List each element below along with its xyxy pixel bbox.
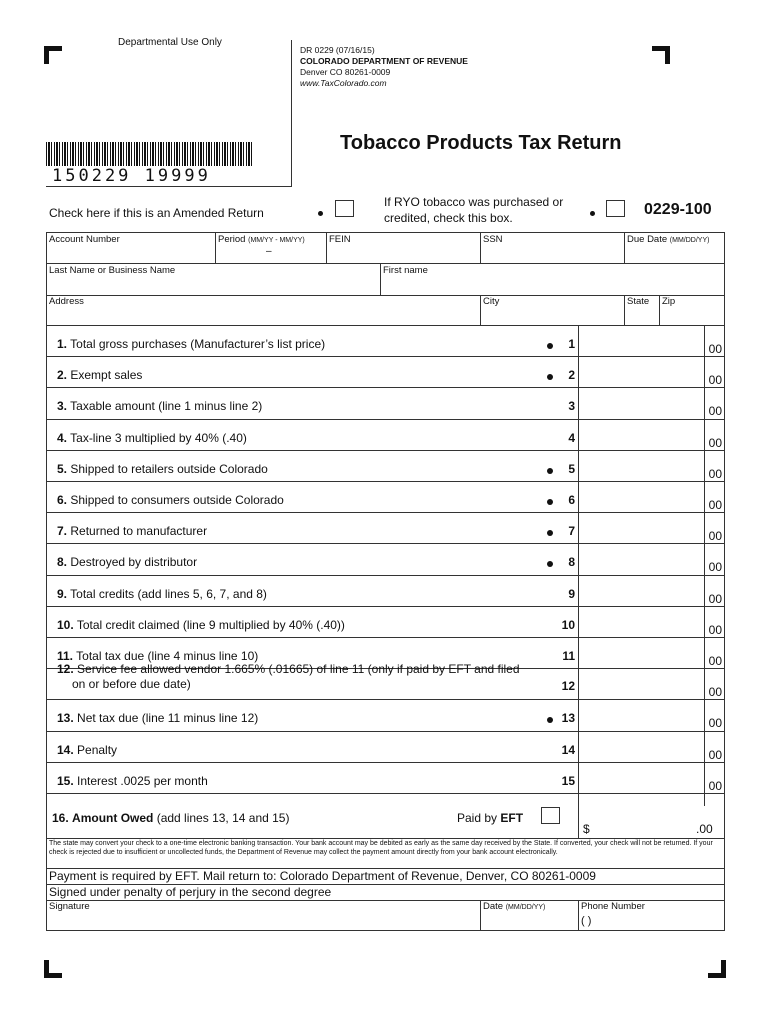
cents-value: 00 (708, 342, 722, 356)
line-item-label (57, 368, 142, 382)
line-text: Shipped to consumers outside Colorado (70, 493, 284, 507)
grid-divider (659, 295, 660, 326)
account-number-label: Account Number (49, 234, 120, 245)
paid-by-eft-checkbox[interactable] (541, 807, 560, 824)
grid-divider (624, 232, 625, 263)
line-16-number: 16. (52, 811, 69, 825)
header-divider (291, 40, 292, 186)
line-number: 4. (57, 430, 68, 445)
line-item-label (57, 662, 520, 676)
state-field[interactable] (627, 296, 649, 307)
zip-label: Zip (662, 296, 676, 307)
fein-field[interactable] (329, 234, 351, 245)
line-reference-number: 10 (561, 617, 575, 632)
line-item-label (57, 711, 258, 725)
line-item-row (46, 544, 725, 575)
phone-parentheses: ( ) (581, 915, 592, 927)
line-reference-number: 13 (561, 711, 575, 726)
grid-divider (624, 295, 625, 326)
line-text: Taxable amount (line 1 minus line 2) (70, 399, 263, 414)
ssn-label: SSN (483, 234, 503, 245)
line-item-row (46, 482, 725, 513)
signature-field[interactable] (49, 901, 90, 912)
first-name-label: First name (383, 265, 428, 276)
line-item-label (57, 337, 325, 351)
footer-divider (578, 900, 579, 931)
line-reference-number: 7 (568, 524, 575, 539)
line-number: 8. (57, 555, 68, 570)
grid-divider (215, 232, 216, 263)
period-label: Period (218, 234, 246, 245)
line-number: 12. (57, 662, 74, 677)
ebt-notice: The state may convert your check to a one-time electronic banking transaction. Your bank account may be debited as early as the same day received by the State. If converted, your check will not be returned. If your check is rejected due to insufficient or uncollected funds, the Department of Revenue may collect the payment amount directly from your bank account electronically. (49, 840, 713, 857)
line-text: Total credit claimed (line 9 multiplied by 40% (.40)) (76, 617, 345, 632)
grid-divider (480, 295, 481, 326)
line-text: Total gross purchases (Manufacturer’s list price) (70, 337, 326, 351)
form-id: DR 0229 (07/16/15) (300, 45, 375, 55)
line-item-row (46, 326, 725, 357)
grid-divider (480, 232, 481, 263)
cents-value: 00 (708, 529, 722, 544)
cents-value: 00 (708, 685, 722, 700)
line-text: Shipped to retailers outside Colorado (70, 461, 268, 476)
due-date-label: Due Date (627, 234, 668, 245)
bullet-icon (318, 211, 323, 216)
dollar-sign: $ (583, 822, 590, 836)
crop-mark-top-left (44, 46, 62, 64)
departmental-use-label: Departmental Use Only (118, 37, 222, 48)
ryo-checkbox[interactable] (606, 200, 625, 217)
line-text: Interest .0025 per month (77, 773, 208, 788)
line-reference-number: 3 (568, 399, 575, 414)
line-text: Total tax due (line 4 minus line 10) (76, 649, 259, 663)
paid-by-eft-label (457, 811, 523, 825)
line-item-label (57, 399, 262, 413)
crop-mark-top-right (652, 46, 670, 64)
line-16-title: Amount Owed (72, 811, 154, 825)
due-date-format: (MM/DD/YY) (669, 237, 710, 244)
last-name-label: Last Name or Business Name (49, 265, 176, 276)
phone-label: Phone Number (581, 901, 645, 912)
line-text: Penalty (77, 742, 118, 757)
line-number: 7. (57, 524, 68, 539)
line-number: 10. (57, 617, 74, 632)
line-item-row (46, 607, 725, 638)
line-reference-number: 11 (562, 649, 575, 663)
date-format: (MM/DD/YY) (505, 904, 546, 911)
line-item-row (46, 732, 725, 763)
line-item-label (57, 555, 197, 569)
line-item-row (46, 451, 725, 482)
fein-label: FEIN (329, 234, 351, 245)
amended-return-checkbox[interactable] (335, 200, 354, 217)
ryo-label-line2: credited, check this box. (384, 211, 513, 225)
city-label: City (483, 296, 500, 307)
line-16-label (52, 811, 289, 825)
cents-value: 00 (708, 716, 722, 731)
period-field[interactable] (218, 234, 305, 245)
line-number: 2. (57, 368, 68, 383)
line-item-label (57, 462, 268, 476)
line-item-row (46, 763, 725, 794)
line-item-label (57, 493, 284, 507)
ssn-field[interactable] (483, 234, 503, 245)
cents-value: 00 (708, 466, 722, 481)
agency-name: COLORADO DEPARTMENT OF REVENUE (300, 56, 468, 66)
line-item-label (57, 743, 117, 757)
cents-value: 00 (708, 498, 722, 512)
barcode-number: 150229 19999 (52, 166, 211, 186)
cents-value: 00 (708, 435, 722, 450)
address-label: Address (49, 296, 84, 307)
line-text: Tax-line 3 multiplied by 40% (.40) (70, 430, 247, 445)
line-reference-number: 4 (568, 430, 575, 445)
crop-mark-bottom-left (44, 960, 62, 978)
cents-value: 00 (708, 560, 722, 575)
address-field[interactable] (49, 296, 84, 307)
paid-by-text: Paid by (457, 811, 498, 825)
city-field[interactable] (483, 296, 499, 307)
line-text: Returned to manufacturer (70, 524, 208, 539)
line-item-row (46, 662, 725, 700)
line-text: Total credits (add lines 5, 6, 7, and 8) (70, 586, 267, 601)
line-item-row (46, 357, 725, 388)
signature-label: Signature (49, 901, 90, 912)
footer-divider (480, 900, 481, 931)
period-format: (MM/YY - MM/YY) (248, 237, 305, 244)
cents-value: 00 (708, 747, 722, 762)
line-number: 6. (57, 493, 68, 507)
cents-value: 00 (708, 373, 722, 388)
last-name-field[interactable] (49, 265, 175, 276)
grid-divider (46, 263, 725, 264)
bullet-icon (590, 211, 595, 216)
cents-value: 00 (708, 654, 722, 668)
header-underline (46, 186, 292, 187)
grid-divider (326, 232, 327, 263)
line-number: 15. (57, 773, 74, 788)
line-reference-number: 1 (568, 337, 575, 351)
line-reference-number: 5 (568, 461, 575, 476)
line-item-row (46, 700, 725, 731)
cents-value: 00 (708, 622, 722, 637)
line-reference-number: 8 (568, 555, 575, 570)
line-item-label (57, 618, 345, 632)
grid-divider (380, 263, 381, 295)
line-item-row (46, 576, 725, 607)
date-label: Date (483, 901, 504, 912)
line-number: 11. (57, 649, 74, 663)
line-reference-number: 9 (568, 586, 575, 601)
line-reference-number: 14 (561, 742, 575, 757)
agency-city: Denver CO 80261-0009 (300, 67, 391, 77)
line-item-label (57, 649, 258, 663)
line-text: on or before due date) (72, 677, 191, 692)
zip-field[interactable] (662, 296, 675, 307)
cents-value: 00 (708, 404, 722, 419)
cents-value: 00 (708, 778, 722, 793)
period-dash: – (266, 246, 272, 257)
state-label: State (627, 296, 650, 307)
line-number: 14. (57, 742, 74, 757)
line-number: 1. (57, 337, 68, 351)
amount-owed-input[interactable] (579, 806, 725, 838)
form-code: 0229-100 (644, 201, 712, 218)
eft-text: EFT (500, 811, 524, 825)
cents-value: 00 (708, 591, 722, 606)
agency-website: www.TaxColorado.com (300, 78, 387, 88)
line-item-label-cont (72, 677, 191, 691)
line-16-row (46, 806, 725, 838)
line-number: 5. (57, 461, 68, 476)
line-item-row (46, 420, 725, 451)
line-number: 3. (57, 399, 68, 414)
line-text: Service fee allowed vendor 1.665% (.01665) of line 11 (only if paid by EFT and filed (77, 662, 520, 677)
amended-return-label: Check here if this is an Amended Return (49, 206, 264, 220)
line-item-row (46, 513, 725, 544)
account-number-field[interactable] (49, 234, 120, 245)
ryo-label-line1: If RYO tobacco was purchased or (384, 195, 564, 209)
line-item-label (57, 774, 208, 788)
amount-owed-cents: .00 (696, 822, 713, 836)
line-reference-number: 2 (568, 368, 575, 383)
line-reference-number: 12 (561, 679, 575, 694)
line-item-row (46, 388, 725, 419)
line-text: Exempt sales (70, 368, 143, 383)
payment-instructions: Payment is required by EFT. Mail return to: Colorado Department of Revenue, Denver, CO 80261-0009 (49, 869, 596, 883)
line-item-label (57, 524, 207, 538)
due-date-field[interactable] (627, 234, 709, 245)
date-field[interactable] (483, 901, 545, 912)
line-16-suffix: (add lines 13, 14 and 15) (156, 811, 290, 825)
line-number: 13. (57, 711, 74, 726)
form-title: Tobacco Products Tax Return (340, 132, 622, 154)
line-reference-number: 15 (561, 773, 575, 788)
line-text: Destroyed by distributor (70, 555, 198, 570)
perjury-statement: Signed under penalty of perjury in the second degree (49, 885, 332, 899)
first-name-field[interactable] (383, 265, 428, 276)
line-number: 9. (57, 586, 68, 601)
line-item-label (57, 431, 247, 445)
line-item-label (57, 587, 267, 601)
phone-field[interactable] (581, 901, 645, 912)
line-text: Net tax due (line 11 minus line 12) (77, 711, 259, 726)
line-reference-number: 6 (568, 493, 575, 507)
crop-mark-bottom-right (708, 960, 726, 978)
barcode (46, 142, 252, 166)
